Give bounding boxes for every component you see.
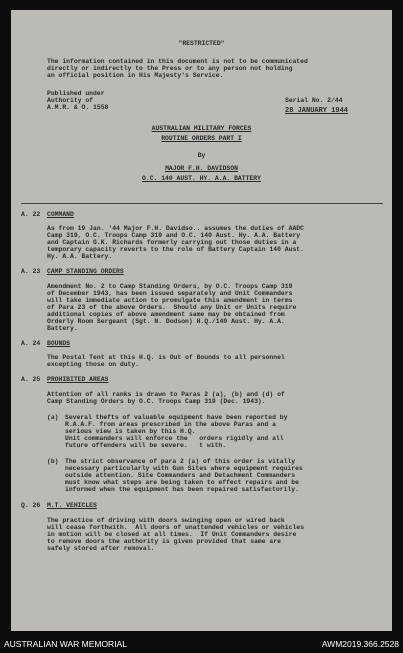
footer-accession: AWM2019.366.2528 <box>321 639 399 649</box>
section-heading: M.T. VEHICLES <box>47 502 97 509</box>
subpara-line: must know what steps are being taken to effect repairs and be <box>65 479 299 486</box>
body-line: Hy. A.A. Battery. <box>47 253 113 260</box>
body-line: additional copies of above amendment same may be obtained from <box>47 311 285 318</box>
subpara-line: R.A.A.F. from areas prescribed in the above Paras and a <box>65 421 276 428</box>
document-page <box>11 10 392 631</box>
body-line: will cease forthwith. All doors of unattended vehicles or vehicles <box>47 524 304 531</box>
footer-source: AUSTRALIAN WAR MEMORIAL <box>4 639 127 649</box>
body-line: Battery. <box>47 325 78 332</box>
warning-line: an official position in His Majesty's Service. <box>47 72 224 79</box>
body-line: will take immediate action to promulgate this amendment in terms <box>47 297 293 304</box>
body-line: of December 1943, has been issued separately and Unit Commanders <box>47 290 293 297</box>
body-line: to remove doors the authority is given provided that same are <box>47 538 281 545</box>
classification-marking: "RESTRICTED" <box>178 40 225 47</box>
section-heading: COMMAND <box>47 211 74 218</box>
body-line: The Postal Tent at this H.Q. is Out of Bounds to all personnel <box>47 354 285 361</box>
subpara-line: Unit commanders will enforce the orders rigidly and all <box>65 435 284 442</box>
subpara-label: (b) <box>47 458 59 465</box>
title-line: O.C. 140 AUST. HY. A.A. BATTERY <box>142 175 261 182</box>
subpara-line: informed when the equipment has been repaired satisfactorily. <box>65 486 299 493</box>
section-number: A. 24 <box>21 340 41 347</box>
subpara-line: necessary particularly with Gun Sites where equipment requires <box>65 465 303 472</box>
body-line: As from 19 Jan. '44 Major F.H. Davidso.. assumes the duties of AADC <box>47 225 304 232</box>
warning-line: directly or indirectly to the Press or to any person not holding <box>47 65 293 72</box>
section-heading: BOUNDS <box>47 340 71 347</box>
body-line: in motion will be closed at all times. If Unit Commanders desire <box>47 531 297 538</box>
body-line: The practice of driving with doors swinging open or wired back <box>47 517 285 524</box>
serial-number: Serial No. 2/44 <box>285 97 343 104</box>
section-number: A. 22 <box>21 211 41 218</box>
subpara-line: The strict observance of para 2 (a) of this order is vitally <box>65 458 296 465</box>
subpara-line: serious view is taken by this H.Q. <box>65 428 196 435</box>
section-number: Q. 26 <box>21 502 41 509</box>
body-line: of Para 23 of the above Orders. Should any Unit or Units require <box>47 304 297 311</box>
published-under: A.M.R. & O. 1558 <box>47 104 109 111</box>
body-line: Camp Standing Orders by O.C. Troops Camp 319 (Dec. 1943). <box>47 398 266 405</box>
body-line: and Captain G.K. Richards formerly carrying out those duties in a <box>47 239 297 246</box>
title-line: By <box>197 152 206 159</box>
body-line: Orderly Room Sergeant (Sgt. N. Dodson) H.Q./140 Aust. Hy. A.A. <box>47 318 285 325</box>
title-line: ROUTINE ORDERS PART I <box>161 135 242 142</box>
body-line: Camp 319, O.C. Troops Camp 319 and O.C. 140 Aust. Hy. A.A. Battery <box>47 232 301 239</box>
section-heading: CAMP STANDING ORDERS <box>47 268 124 275</box>
title-line: MAJOR F.H. DAVIDSON <box>165 165 238 172</box>
title-line: AUSTRALIAN MILITARY FORCES <box>151 125 252 132</box>
published-under: Published under <box>47 90 105 97</box>
warning-line: The information contained in this document is not to be communicated <box>47 58 308 65</box>
footer-bar <box>0 637 403 653</box>
body-line: temporary capacity reverts to the role of Battery Captain 140 Aust. <box>47 246 304 253</box>
section-heading: PROHIBITED AREAS <box>47 376 109 383</box>
section-number: A. 23 <box>21 268 41 275</box>
subpara-line: outside attention. Site Commanders and Detachment Commanders <box>65 472 296 479</box>
document-date: 28 JANUARY 1944 <box>285 107 349 115</box>
body-line: Attention of all ranks is drawn to Paras 2 (a), (b) and (d) of <box>47 391 285 398</box>
section-number: A. 25 <box>21 376 41 383</box>
subpara-line: Several thefts of valuable equipment have been reported by <box>65 414 288 421</box>
body-line: Amendment No. 2 to Camp Standing Orders, by O.C. Troops Camp 319 <box>47 283 293 290</box>
subpara-label: (a) <box>47 414 59 421</box>
published-under: Authority of <box>47 97 94 104</box>
subpara-line: future offenders will be severe. t with. <box>65 442 227 449</box>
body-line: safely stored after removal. <box>47 545 155 552</box>
body-line: excepting those on duty. <box>47 361 140 368</box>
divider <box>21 203 383 204</box>
